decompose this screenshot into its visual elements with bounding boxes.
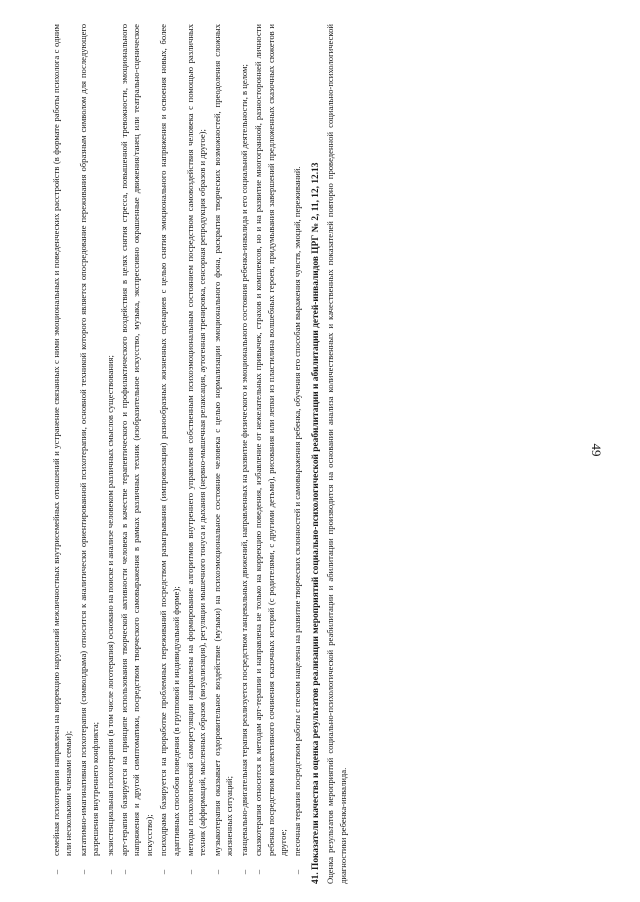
list-item	[211, 24, 236, 884]
bullet-text: методы психологической саморегуляции направлены на формирование алгоритмов внутреннего управления собственным психоэмоциональным состоянием посредством самовоздействия человека с помощью различных техник (аффирмаций, мысленных образов (визуализация), регуляции мышечного тонуса и дыхания (нервно-мышечная релаксация, аутогенная тренировка, сенсорная репродукция образов и другое);	[185, 24, 208, 856]
list-item	[77, 24, 102, 884]
list-item	[118, 24, 155, 884]
bullet-text: музыкотерапия оказывает оздоровительное воздействие (музыки) на психоэмоциональное состояние человека с целью нормализации эмоционального фона, раскрытия творческих возможностей, преодоления сложных жизненных ситуаций;	[211, 24, 235, 856]
page-content	[50, 24, 550, 884]
bullet-list	[50, 24, 304, 884]
section-heading: 41. Показатели качества и оценка результатов реализации мероприятий социально-психологической реабилитации и абилитации детей-инвалидов ЦРГ № 2, 11, 12, 12.13	[310, 162, 321, 884]
bullet-dash: –	[253, 869, 264, 875]
bullet-dash: –	[77, 869, 88, 875]
bullet-text: танцевально-двигательная терапия реализуется посредством танцевальных движений, направленных на развитие физического и эмоционального состояния ребенка-инвалида и его социальной деятельности, в целом;	[238, 64, 249, 856]
bullet-dash: –	[211, 869, 222, 875]
bullet-text: кататимно-имагинативная психотерапия (символдрама) относится к аналитически ориентированной психотерапии, основной техникой которого является опосредование переживания образным символом для последующего разрешения внутреннего конфликта;	[77, 24, 101, 856]
bullet-text: сказкотерапия относится к методам арт-терапии и направлена не только на коррекцию поведения, избавление от нежелательных привычек, страхов и комплексов, но и на развитие многогранной, разносторонней личности ребенка посредством коллективного сочинения сказочных историй (с родителями, с другими детьми), рисования или лепки из пластилина волшебных героев, придумывания завершений предложенных сказочных сюжетов и другое;	[253, 24, 288, 856]
bullet-text: психодрама базируется на проработке проблемных переживаний посредством разыгрывания (импровизации) разнообразных жизненных сценариев с целью снятия эмоционального напряжения и освоения новых, более адаптивных способов поведения (в групповой и индивидуальной форме);	[158, 24, 181, 856]
list-item	[50, 24, 75, 884]
bullet-text: экзистенциальная психотерапия (в том числе логотерапия) основано на поиске и анализе человеком различных смыслов существования;	[104, 355, 115, 856]
bullet-dash: –	[292, 869, 303, 875]
bullet-dash: –	[51, 869, 61, 875]
bullet-dash: –	[185, 869, 196, 875]
document-body	[50, 24, 349, 884]
list-item	[157, 24, 182, 884]
section-body: Оценка результатов мероприятий социально-психологической реабилитации и абилитации производится на основании анализа количественных и качественных показателей повторно проведенной социально-психологической диагностики ребенка-инвалида.	[325, 24, 348, 884]
list-item	[238, 24, 250, 884]
bullet-dash: –	[119, 869, 130, 875]
list-item	[184, 24, 209, 884]
bullet-dash: –	[238, 869, 249, 875]
bullet-text: арт-терапия базируется на принципе использования творческой активности человека в качестве терапевтического и профилактического воздействия в целях снятия стресса, повышенной тревожности, эмоционального напряжения и другой симптоматики, посредством творческого самовыражения в рамках различных техник (изобразительное искусство, музыка, экспрессивно окрашенные движения/танец или театрально-сценическое искусство);	[119, 24, 154, 856]
page-number: 49	[589, 443, 604, 457]
bullet-dash: –	[104, 869, 115, 875]
list-item	[291, 24, 303, 884]
bullet-text: семейная психотерапия направлена на коррекцию нарушений межличностных внутрисемейных отношений и устранение связанных с ними эмоциональных и поведенческих расстройств (в формате работы психолога с одним или несколькими членами семьи);	[51, 24, 74, 856]
bullet-dash: –	[158, 869, 169, 875]
list-item	[104, 24, 116, 884]
list-item	[252, 24, 289, 884]
bullet-text: песочная терапия посредством работы с песком нацелена на развитие творческих склонностей и самовыражения ребенка, обучения его способам выражения чувств, эмоций, переживаний.	[292, 166, 303, 856]
